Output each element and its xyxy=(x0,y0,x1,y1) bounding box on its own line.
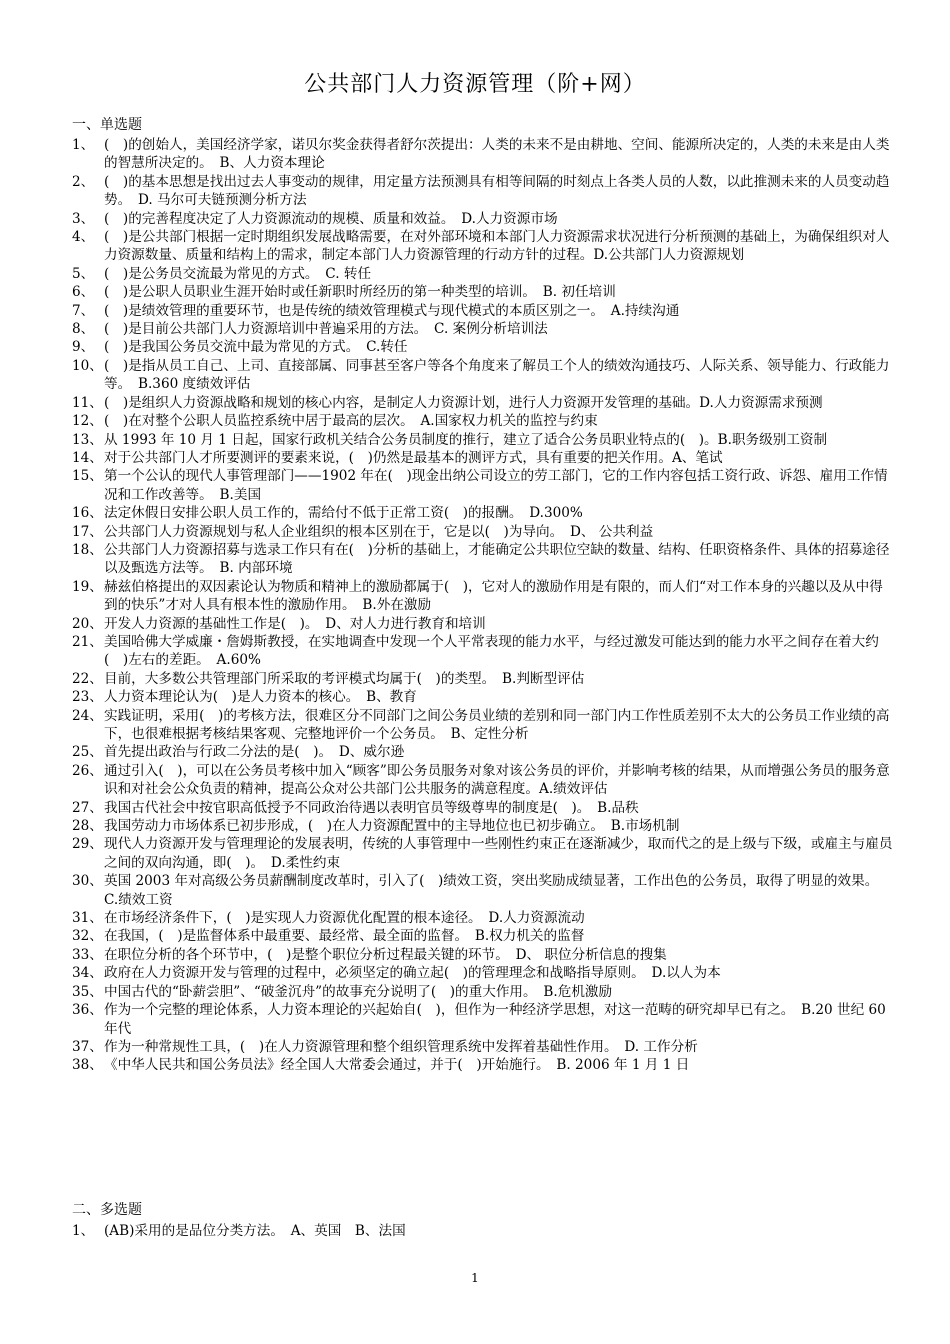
question-number: 27、 xyxy=(72,799,103,816)
question-text: 中国古代的“卧薪尝胆”、“破釜沉舟”的故事充分说明了( )的重大作用。 B.危机激励 xyxy=(104,983,613,1000)
question-number: 36、 xyxy=(72,1002,103,1019)
question-item xyxy=(72,136,894,173)
section-heading-single-choice: 一、单选题 xyxy=(72,117,142,133)
question-item xyxy=(72,394,894,412)
question-text: ( )是公务员交流最为常见的方式。 C. 转任 xyxy=(104,265,372,282)
question-text: ( )是我国公务员交流中最为常见的方式。 C.转任 xyxy=(104,339,408,356)
question-item xyxy=(72,504,894,522)
section-heading-multiple-choice: 二、多选题 xyxy=(72,1202,142,1218)
question-text: 英国 2003 年对高级公务员薪酬制度改革时，引入了( )绩效工资，突出奖励成绩显著，工作出色的公务员，取得了明显的效果。 C.绩效工资 xyxy=(104,873,886,908)
question-item xyxy=(72,467,894,504)
multiple-choice-list xyxy=(72,1222,894,1240)
question-item xyxy=(72,872,894,909)
question-text: 对于公共部门人才所要测评的要素来说，( )仍然是最基本的测评方式，具有重要的把关作用。A、笔试 xyxy=(104,449,723,466)
question-number: 6、 xyxy=(72,284,95,301)
question-number: 10、 xyxy=(72,357,103,374)
question-item xyxy=(72,338,894,356)
question-item xyxy=(72,1038,894,1056)
question-number: 37、 xyxy=(72,1038,103,1055)
question-text: ( )是目前公共部门人力资源培训中普遍采用的方法。 C. 案例分析培训法 xyxy=(104,321,548,338)
question-item xyxy=(72,523,894,541)
question-text: 公共部门人力资源规划与私人企业组织的根本区别在于，它是以( )为导向。 D、 公共利益 xyxy=(104,523,654,540)
question-text: 我国古代社会中按官职高低授予不同政治待遇以表明官员等级尊卑的制度是( )。 B.品秩 xyxy=(104,799,639,816)
question-text: 美国哈佛大学威廉・詹姆斯教授，在实地调查中发现一个人平常表现的能力水平，与经过激发可能达到的能力水平之间存在着大约( )左右的差距。 A.60% xyxy=(104,633,879,669)
question-item xyxy=(72,670,894,688)
question-number: 21、 xyxy=(72,633,103,650)
question-text: ( )的基本思想是找出过去人事变动的规律，用定量方法预测具有相等间隔的时刻点上各类人员的人数，以此推测未来的人员变动趋势。 D. 马尔可夫链预测分析方法 xyxy=(104,173,890,209)
question-number: 8、 xyxy=(72,321,95,338)
question-number: 25、 xyxy=(72,744,103,761)
question-text: 在职位分析的各个环节中，( )是整个职位分析过程最关键的环节。 D、 职位分析信息的搜集 xyxy=(104,946,667,963)
question-number: 17、 xyxy=(72,523,103,540)
question-item xyxy=(72,541,894,578)
question-number: 1、 xyxy=(72,137,95,153)
question-number: 31、 xyxy=(72,910,103,927)
question-item xyxy=(72,1001,894,1038)
question-number: 35、 xyxy=(72,983,103,1000)
question-text: 公共部门人力资源招募与选录工作只有在( )分析的基础上，才能确定公共职位空缺的数量、结构、任职资格条件、具体的招募途径以及甄选方法等。 B. 内部环境 xyxy=(104,541,890,577)
question-text: 《中华人民共和国公务员法》经全国人大常委会通过，并于( )开始施行。 B. 2006 年 1 月 1 日 xyxy=(104,1057,690,1074)
question-number: 16、 xyxy=(72,505,103,522)
question-text: ( )在对整个公职人员监控系统中居于最高的层次。 A.国家权力机关的监控与约束 xyxy=(104,413,598,430)
question-item xyxy=(72,1222,894,1240)
question-text: ( )是公共部门根据一定时期组织发展战略需要，在对外部环境和本部门人力资源需求状况进行分析预测的基础上，为确保组织对人力资源数量、质量和结构上的需求，制定本部门人力资源管理的行动方针的过程。D.公共部门人力资源规划 xyxy=(104,229,890,264)
question-item xyxy=(72,762,894,799)
question-text: 实践证明，采用( )的考核方法，很难区分不同部门之间公务员业绩的差别和同一部门内工作性质差别不太大的公务员工作业绩的高下，也很难根据考核结果客观、完整地评价一个公务员。 B、定性分析 xyxy=(104,707,890,742)
question-text: ( )的创始人，美国经济学家，诺贝尔奖金获得者舒尔茨提出：人类的未来不是由耕地、空间、能源所决定的，人类的未来是由人类的智慧所决定的。 B、人力资本理论 xyxy=(104,137,890,172)
question-item xyxy=(72,688,894,706)
question-item xyxy=(72,412,894,430)
question-item xyxy=(72,449,894,467)
question-number: 11、 xyxy=(72,394,103,411)
question-text: 在市场经济条件下，( )是实现人力资源优化配置的根本途径。 D.人力资源流动 xyxy=(104,910,585,927)
question-number: 33、 xyxy=(72,946,103,963)
question-item xyxy=(72,265,894,283)
question-item xyxy=(72,743,894,761)
question-number: 19、 xyxy=(72,578,103,595)
question-number: 9、 xyxy=(72,339,95,356)
question-text: ( )是绩效管理的重要环节，也是传统的绩效管理模式与现代模式的本质区别之一。 A.持续沟通 xyxy=(104,302,680,319)
question-item xyxy=(72,302,894,320)
question-number: 12、 xyxy=(72,413,103,430)
question-item xyxy=(72,633,894,670)
question-number: 2、 xyxy=(72,173,95,190)
question-item xyxy=(72,228,894,265)
question-number: 18、 xyxy=(72,541,103,558)
question-number: 24、 xyxy=(72,707,103,724)
question-number: 28、 xyxy=(72,818,103,835)
question-text: ( )是组织人力资源战略和规划的核心内容，是制定人力资源计划，进行人力资源开发管理的基础。D.人力资源需求预测 xyxy=(104,394,823,411)
question-number: 1、 xyxy=(72,1223,95,1239)
question-number: 23、 xyxy=(72,689,103,706)
question-text: 从 1993 年 10 月 1 日起，国家行政机关结合公务员制度的推行，建立了适合公务员职业特点的( )。B.职务级别工资制 xyxy=(104,431,828,448)
question-item xyxy=(72,964,894,982)
question-number: 3、 xyxy=(72,210,95,227)
question-number: 15、 xyxy=(72,468,103,485)
question-number: 20、 xyxy=(72,615,103,632)
question-item xyxy=(72,835,894,872)
single-choice-list xyxy=(72,136,894,1075)
question-text: 赫兹伯格提出的双因素论认为物质和精神上的激励都属于( )，它对人的激励作用是有限的，而人们“对工作本身的兴趣以及从中得到的快乐”才对人具有根本性的激励作用。 B.外在激励 xyxy=(104,578,883,614)
question-number: 38、 xyxy=(72,1057,103,1074)
question-text: 政府在人力资源开发与管理的过程中，必须坚定的确立起( )的管理理念和战略指导原则。 D.以人为本 xyxy=(104,965,721,982)
question-number: 4、 xyxy=(72,229,95,246)
question-text: 作为一个完整的理论体系，人力资本理论的兴起始自( )，但作为一种经济学思想，对这一范畴的研究却早已有之。 B.20 世纪 60 年代 xyxy=(104,1002,886,1037)
question-text: 通过引入( )，可以在公务员考核中加入“顾客”即公务员服务对象对该公务员的评价，并影响考核的结果，从而增强公务员的服务意识和对社会公众负责的精神，提高公众对公共部门公共服务的满意程度。A.绩效评估 xyxy=(104,762,890,798)
question-item xyxy=(72,357,894,394)
question-number: 29、 xyxy=(72,836,103,853)
question-text: 作为一种常规性工具，( )在人力资源管理和整个组织管理系统中发挥着基础性作用。 D. 工作分析 xyxy=(104,1038,698,1055)
question-text: 法定休假日安排公职人员工作的，需给付不低于正常工资( )的报酬。 D.300% xyxy=(104,505,583,522)
question-item xyxy=(72,431,894,449)
question-text: 首先提出政治与行政二分法的是( )。 D、威尔逊 xyxy=(104,744,405,761)
question-item xyxy=(72,173,894,210)
page-number: 1 xyxy=(471,1271,479,1285)
question-number: 5、 xyxy=(72,265,95,282)
question-text: 目前，大多数公共管理部门所采取的考评模式均属于( )的类型。 B.判断型评估 xyxy=(104,670,585,687)
question-text: 开发人力资源的基础性工作是( )。 D、对人力进行教育和培训 xyxy=(104,615,486,632)
question-number: 14、 xyxy=(72,449,103,466)
question-number: 32、 xyxy=(72,928,103,945)
question-item xyxy=(72,320,894,338)
question-item xyxy=(72,946,894,964)
question-number: 13、 xyxy=(72,431,103,448)
question-text: ( )是指从员工自己、上司、直接部属、同事甚至客户等各个角度来了解员工个人的绩效沟通技巧、人际关系、领导能力、行政能力等。 B.360 度绩效评估 xyxy=(104,357,890,393)
question-number: 26、 xyxy=(72,762,103,779)
question-item xyxy=(72,983,894,1001)
question-text: (AB)采用的是品位分类方法。 A、英国 B、法国 xyxy=(104,1223,406,1239)
question-number: 22、 xyxy=(72,670,103,687)
question-number: 7、 xyxy=(72,302,95,319)
question-text: 人力资本理论认为( )是人力资本的核心。 B、教育 xyxy=(104,689,417,706)
question-item xyxy=(72,817,894,835)
question-item xyxy=(72,909,894,927)
question-text: 我国劳动力市场体系已初步形成，( )在人力资源配置中的主导地位也已初步确立。 B.市场机制 xyxy=(104,818,680,835)
question-item xyxy=(72,799,894,817)
question-item xyxy=(72,707,894,744)
question-item xyxy=(72,927,894,945)
question-item xyxy=(72,615,894,633)
document-title: 公共部门人力资源管理（阶+网） xyxy=(304,72,646,97)
question-number: 34、 xyxy=(72,965,103,982)
question-text: 在我国，( )是监督体系中最重要、最经常、最全面的监督。 B.权力机关的监督 xyxy=(104,928,585,945)
question-item xyxy=(72,578,894,615)
question-item xyxy=(72,283,894,301)
question-text: ( )的完善程度决定了人力资源流动的规模、质量和效益。 D.人力资源市场 xyxy=(104,210,558,227)
question-text: ( )是公职人员职业生涯开始时或任新职时所经历的第一种类型的培训。 B. 初任培训 xyxy=(104,284,616,301)
question-number: 30、 xyxy=(72,873,103,890)
question-item xyxy=(72,1056,894,1074)
question-item xyxy=(72,210,894,228)
question-text: 第一个公认的现代人事管理部门——1902 年在( )现金出纳公司设立的劳工部门，它的工作内容包括工资行政、诉怨、雇用工作情况和工作改善等。 B.美国 xyxy=(104,468,888,503)
question-text: 现代人力资源开发与管理理论的发展表明，传统的人事管理中一些刚性约束正在逐渐减少，取而代之的是上级与下级，或雇主与雇员之间的双向沟通，即( )。 D.柔性约束 xyxy=(104,836,893,871)
